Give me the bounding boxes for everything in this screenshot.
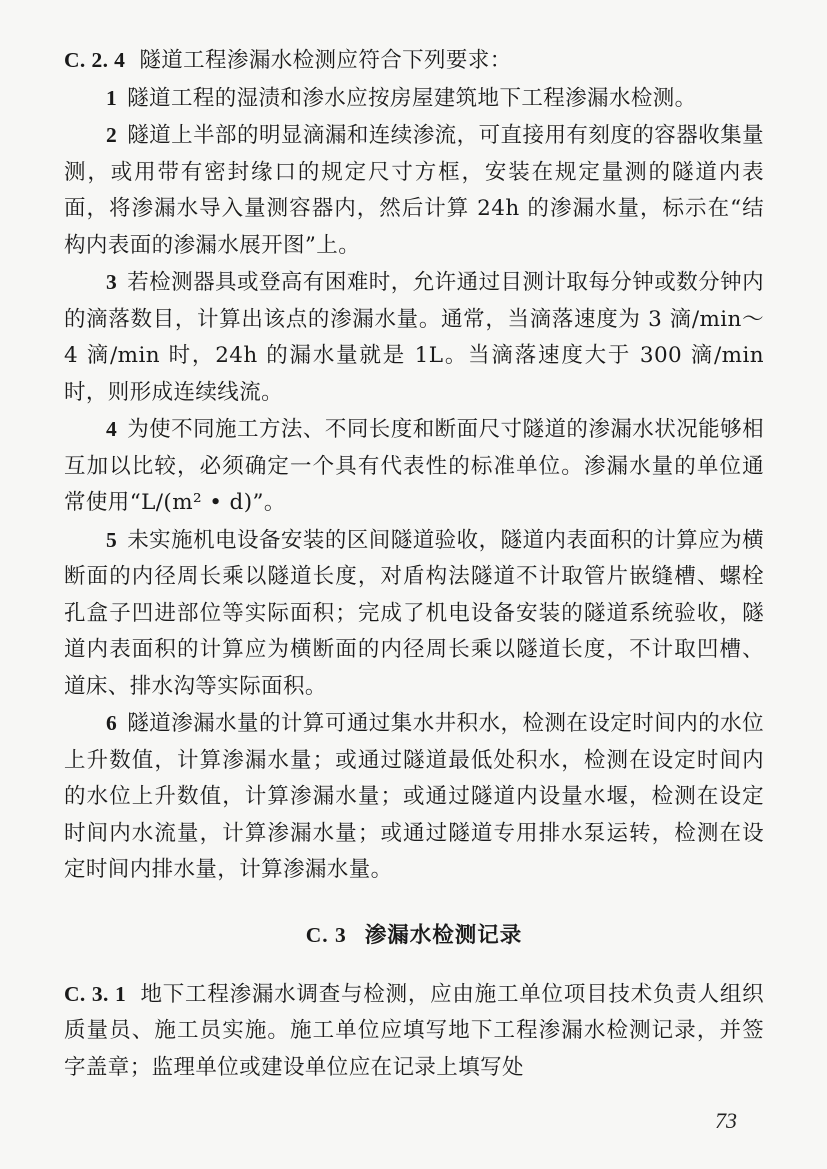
item-number: 2 [106, 123, 118, 147]
item-number: 1 [106, 85, 118, 110]
section-number: C. 3 [305, 922, 347, 947]
item-text: 隧道工程的湿渍和渗水应按房屋建筑地下工程渗漏水检测。 [127, 85, 697, 111]
list-item [64, 264, 764, 411]
clause-text: 隧道工程渗漏水检测应符合下列要求： [139, 48, 512, 73]
item-number: 5 [106, 527, 118, 552]
clause-number: C. 3. 1 [64, 981, 127, 1006]
page-number: 73 [715, 1108, 737, 1133]
item-number: 4 [106, 417, 118, 441]
item-text: 为使不同施工方法、不同长度和断面尺寸隧道的渗漏水状况能够相互加以比较，必须确定一个具有代表性的标准单位。渗漏水量的单位通常使用“L/(m² • d)”。 [64, 417, 764, 515]
item-text: 未实施机电设备安装的区间隧道验收，隧道内表面积的计算应为横断面的内径周长乘以隧道长度，对盾构法隧道不计取管片嵌缝槽、螺栓孔盒子凹进部位等实际面积；完成了机电设备安装的隧道系统验收，隧道内表面积的计算应为横断面的内径周长乘以隧道长度，不计取凹槽、道床、排水沟等实际面积。 [64, 527, 764, 699]
list-item [64, 80, 764, 118]
clause-number: C. 2. 4 [64, 48, 126, 72]
list-item [64, 522, 764, 706]
item-number: 6 [106, 711, 118, 735]
clause-c-3-1 [64, 976, 764, 1087]
clause-text: 地下工程渗漏水调查与检测，应由施工单位项目技术负责人组织质量员、施工员实施。施工单位应填写地下工程渗漏水检测记录，并签字盖章；监理单位或建设单位应在记录上填写处 [64, 981, 765, 1080]
list-item [64, 117, 764, 264]
document-page [64, 42, 764, 1086]
list-item [64, 411, 764, 522]
section-heading [64, 917, 764, 954]
item-number: 3 [106, 270, 118, 294]
section-title-text: 渗漏水检测记录 [364, 922, 523, 948]
list-item [64, 705, 764, 889]
item-text: 若检测器具或登高有困难时，允许通过目测计取每分钟或数分钟内的滴落数目，计算出该点的渗漏水量。通常，当滴落速度为 3 滴/min～4 滴/min 时，24h 的漏水量就是 1L。当滴落速度大于 300 滴/min 时，则形成连续线流。 [64, 270, 764, 405]
item-text: 隧道上半部的明显滴漏和连续渗流，可直接用有刻度的容器收集量测，或用带有密封缘口的规定尺寸方框，安装在规定量测的隧道内表面，将渗漏水导入量测容器内，然后计算 24h 的渗漏水量，标示在“结构内表面的渗漏水展开图”上。 [64, 123, 764, 258]
item-text: 隧道渗漏水量的计算可通过集水井积水，检测在设定时间内的水位上升数值，计算渗漏水量；或通过隧道最低处积水，检测在设定时间内的水位上升数值，计算渗漏水量；或通过隧道内设量水堰，检测在设定时间内水流量，计算渗漏水量；或通过隧道专用排水泵运转，检测在设定时间内排水量，计算渗漏水量。 [64, 711, 764, 882]
clause-c-2-4 [64, 42, 764, 80]
